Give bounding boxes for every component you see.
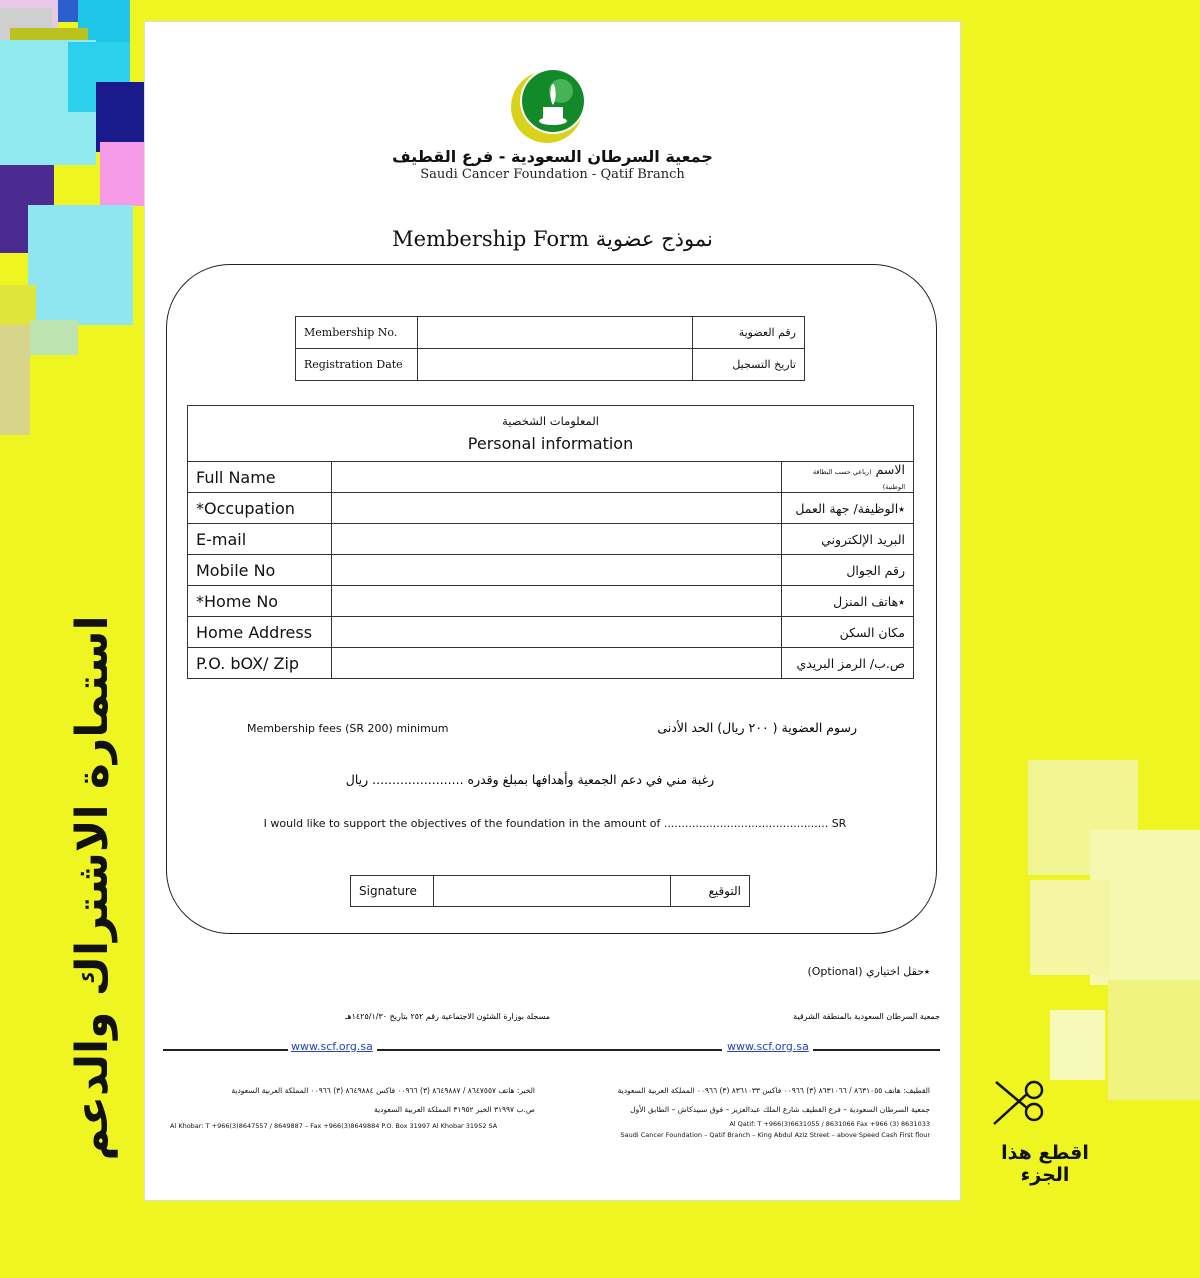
region-name-ar: جمعية السرطان السعودية بالمنطقة الشرقية [793, 1012, 940, 1021]
mobile-label-ar: رقم الجوال [782, 555, 914, 586]
mobile-label: Mobile No [188, 555, 332, 586]
qatif-line-3: Al Qatif: T +966(3)6631055 / 8631066 Fax +966 (3) 8631033 [729, 1120, 930, 1128]
support-text-ar: رغبة مني في دعم الجمعية وأهدافها بمبلغ وقدره ....................... ريال [345, 772, 715, 787]
decor-square [1108, 980, 1200, 1100]
home-address-field[interactable] [332, 617, 782, 648]
membership-no-label-ar: رقم العضوية [693, 317, 805, 349]
home-no-label: *Home No [188, 586, 332, 617]
khobar-address [170, 1084, 535, 1133]
home-no-label-ar: ٭هاتف المنزل [782, 586, 914, 617]
table-row [188, 648, 914, 679]
org-name-english: Saudi Cancer Foundation - Qatif Branch [420, 167, 685, 182]
full-name-note: (رباعي حسب البطاقة الوطنية) [812, 468, 905, 491]
decor-square [30, 320, 78, 355]
org-name-arabic: جمعية السرطان السعودية - فرع القطيف [392, 147, 713, 166]
email-label-ar: البريد الإلكتروني [782, 524, 914, 555]
registration-note-ar: مسجلة بوزارة الشئون الاجتماعية رقم ٢٥٢ بتاريخ ١٤٢٥/١/٣٠هـ [345, 1012, 550, 1021]
khobar-line-1: الخبر: هاتف ٨٦٤٧٥٥٧ / ٨٦٤٩٨٨٧ (٣) ٠٠٩٦٦ فاكس ٨٦٤٩٨٨٤ (٣) ٠٠٩٦٦ المملكة العربية السعودية [231, 1086, 535, 1095]
form-title: Membership Form نموذج عضوية [392, 227, 713, 251]
home-address-label-ar: مكان السكن [782, 617, 914, 648]
email-field[interactable] [332, 524, 782, 555]
table-row [351, 876, 750, 907]
footer-divider [813, 1049, 940, 1051]
khobar-line-3: Al Khobar: T +966(3)8647557 / 8649887 – Fax +966(3)8649884 P.O. Box 31997 Al Khobar 31952 SA [170, 1122, 498, 1130]
personal-info-header [188, 406, 914, 462]
table-row [188, 586, 914, 617]
home-no-field[interactable] [332, 586, 782, 617]
website-link-right[interactable]: www.scf.org.sa [727, 1040, 809, 1053]
qatif-line-1: القطيف: هاتف ٨٦٣١٠٥٥ / ٨٦٣١٠٦٦ (٣) ٠٠٩٦٦ فاكس ٨٣٦١٠٣٣ (٣) ٠٠٩٦٦ المملكة العربية السعودية [617, 1086, 930, 1095]
decor-square [100, 142, 145, 206]
personal-info-header-ar: المعلومات الشخصية [502, 414, 599, 428]
side-title: استمارة الاشتراك والدعم [67, 615, 118, 1161]
occupation-label-ar: ٭الوظيفة/ جهة العمل [782, 493, 914, 524]
occupation-label: *Occupation [188, 493, 332, 524]
full-name-label-ar-text: الاسم [875, 462, 905, 477]
table-row [296, 317, 805, 349]
khobar-line-2: ص.ب ٣١٩٩٧ الخبر ٣١٩٥٢ المملكة العربية السعودية [374, 1105, 535, 1114]
registration-date-label: Registration Date [296, 349, 418, 381]
mobile-field[interactable] [332, 555, 782, 586]
decor-square [0, 325, 30, 435]
membership-no-label: Membership No. [296, 317, 418, 349]
personal-info-table [187, 405, 914, 679]
full-name-field[interactable] [332, 462, 782, 493]
full-name-label-ar [782, 462, 914, 493]
po-box-field[interactable] [332, 648, 782, 679]
po-box-label-ar: ص.ب/ الرمز البريدي [782, 648, 914, 679]
footer-divider [377, 1049, 722, 1051]
support-text-en: I would like to support the objectives of the foundation in the amount of ............................................... SR [263, 817, 847, 830]
personal-info-header-en: Personal information [467, 434, 634, 453]
table-row [188, 524, 914, 555]
table-row [296, 349, 805, 381]
table-row [188, 406, 914, 462]
occupation-field[interactable] [332, 493, 782, 524]
registration-date-label-ar: تاريخ التسجيل [693, 349, 805, 381]
po-box-label: P.O. bOX/ Zip [188, 648, 332, 679]
table-row [188, 462, 914, 493]
registration-date-field[interactable] [418, 349, 693, 381]
table-row [188, 555, 914, 586]
fees-text-ar: رسوم العضوية ( ٢٠٠ ريال) الحد الأدنى [657, 720, 857, 735]
signature-label: Signature [351, 876, 434, 907]
signature-field[interactable] [434, 876, 671, 907]
decor-square [1050, 1010, 1105, 1080]
home-address-label: Home Address [188, 617, 332, 648]
email-label: E-mail [188, 524, 332, 555]
qatif-address [585, 1084, 930, 1140]
membership-no-field[interactable] [418, 317, 693, 349]
membership-form-page [145, 22, 960, 1200]
signature-table [350, 875, 750, 907]
decor-square [28, 205, 133, 325]
scissors-icon [990, 1078, 1050, 1133]
registration-table [295, 316, 805, 381]
signature-label-ar: التوقيع [671, 876, 750, 907]
website-link-left[interactable]: www.scf.org.sa [291, 1040, 373, 1053]
fees-text-en: Membership fees (SR 200) minimum [247, 722, 449, 735]
candle-globe-logo-icon [505, 59, 595, 149]
full-name-label: Full Name [188, 462, 332, 493]
decor-square [1030, 880, 1110, 975]
table-row [188, 493, 914, 524]
optional-note: ٭حقل اختياري (Optional) [807, 965, 930, 978]
cut-here-label: اقطع هذا الجزء [1001, 1142, 1089, 1186]
qatif-line-4: Saudi Cancer Foundation – Qatif Branch – King Abdul Aziz Street – above Speed Cash First flour [620, 1131, 930, 1139]
footer-divider [163, 1049, 288, 1051]
qatif-line-2: جمعية السرطان السعودية – فرع القطيف شارع الملك عبدالعزيز – فوق سبيدكاش – الطابق الأول [630, 1105, 930, 1114]
table-row [188, 617, 914, 648]
